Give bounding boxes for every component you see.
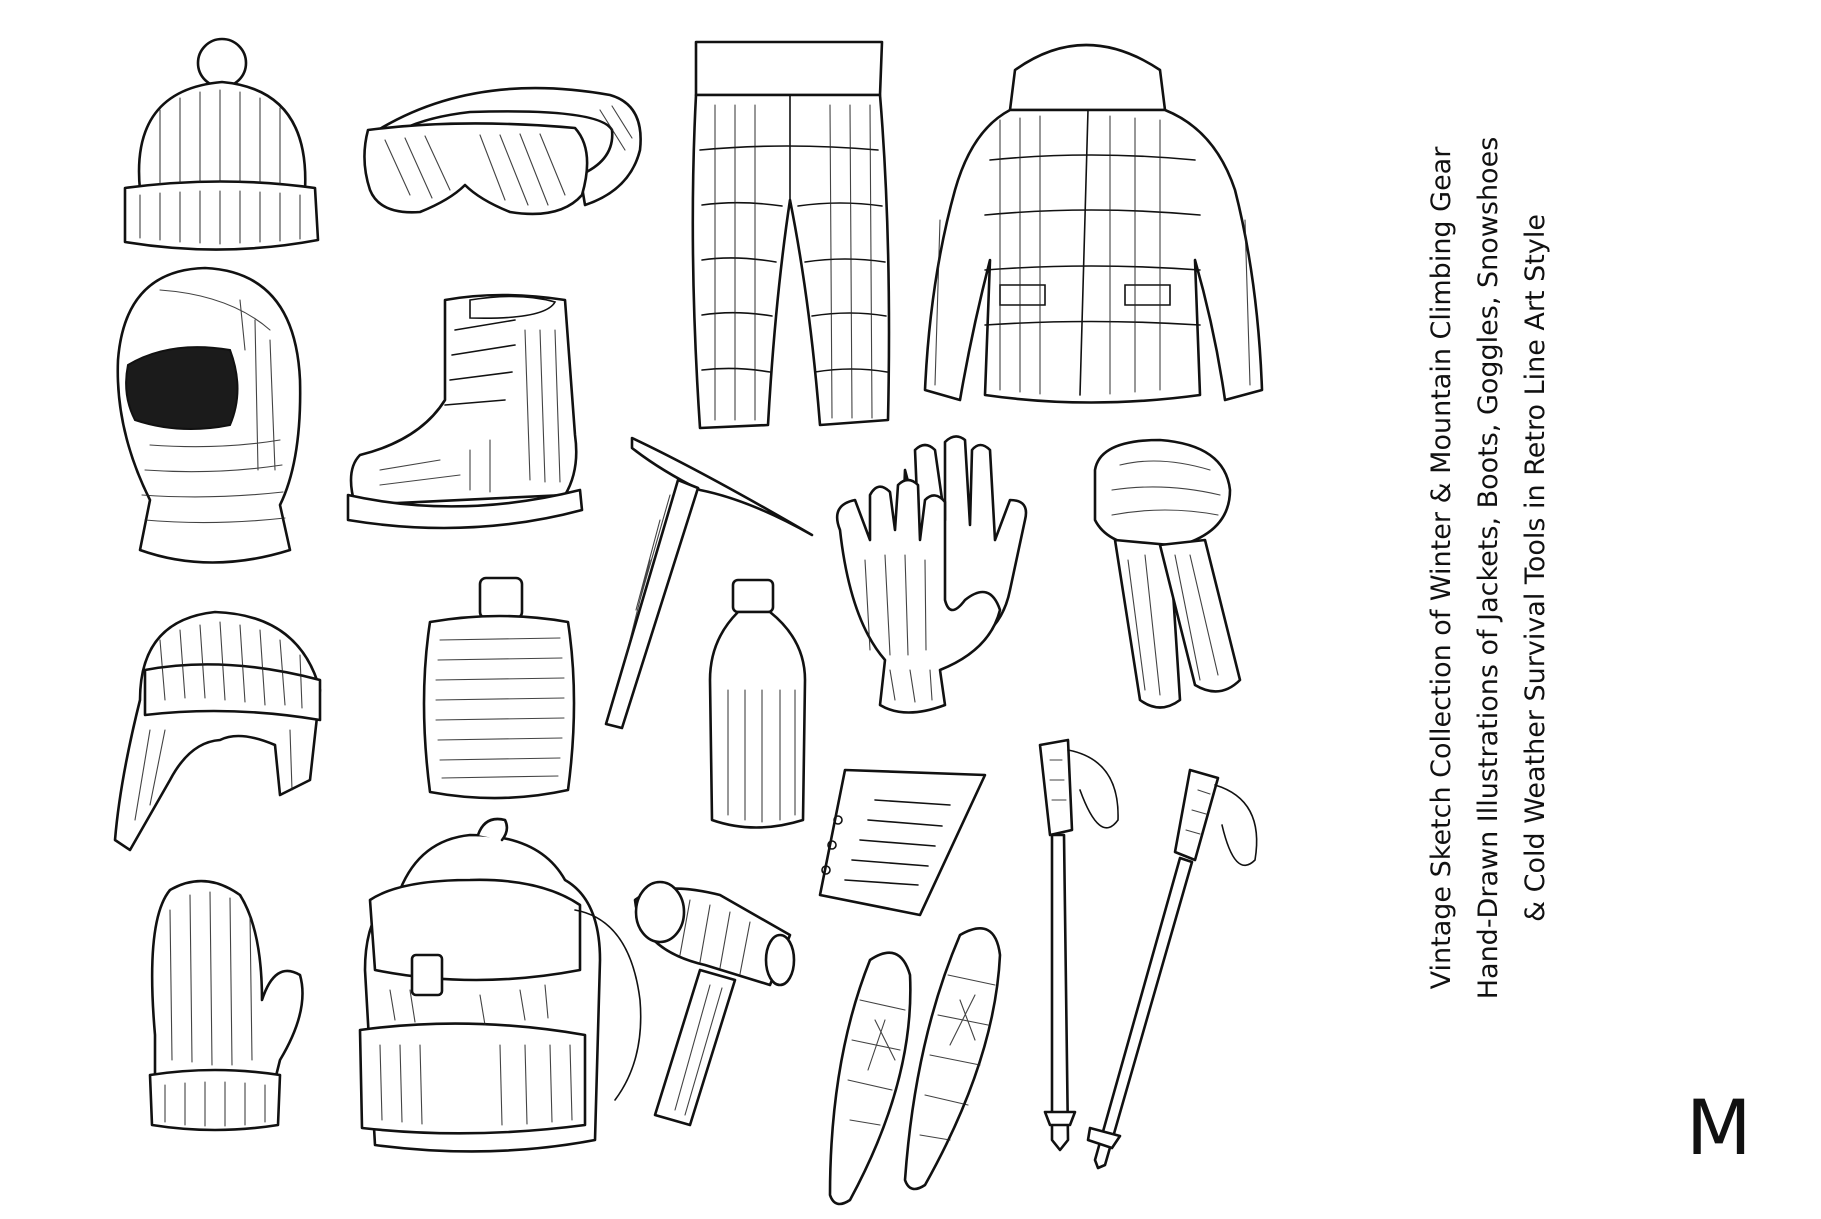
flask-icon: [424, 578, 574, 798]
water-bottle-icon: [710, 580, 805, 828]
trekking-poles-icon: [1040, 740, 1257, 1168]
notebook-icon: [820, 770, 985, 915]
balaclava-icon: [118, 268, 300, 563]
beanie-hat-icon: [125, 39, 318, 250]
brand-logo-mark: M: [1686, 1083, 1752, 1172]
scarf-icon: [1095, 440, 1240, 708]
caption-line-3: & Cold Weather Survival Tools in Retro Line Art Style: [1520, 214, 1551, 922]
caption-line-2: Hand-Drawn Illustrations of Jackets, Boots, Goggles, Snowshoes: [1473, 136, 1504, 1000]
backpack-icon: [360, 819, 641, 1151]
caption-line-1: Vintage Sketch Collection of Winter & Mountain Climbing Gear: [1426, 146, 1457, 990]
mitten-icon: [150, 881, 303, 1130]
lantern-torch-icon: [635, 882, 794, 1125]
caption-block: [1398, 136, 1551, 1050]
ski-goggles-icon: [364, 88, 640, 214]
puffer-jacket-icon: [925, 45, 1262, 403]
trapper-hat-icon: [115, 612, 320, 850]
snowshoes-icon: [830, 928, 1000, 1204]
down-pants-icon: [693, 42, 889, 428]
hiking-boot-icon: [348, 295, 582, 528]
gloves-icon: [837, 436, 1026, 712]
